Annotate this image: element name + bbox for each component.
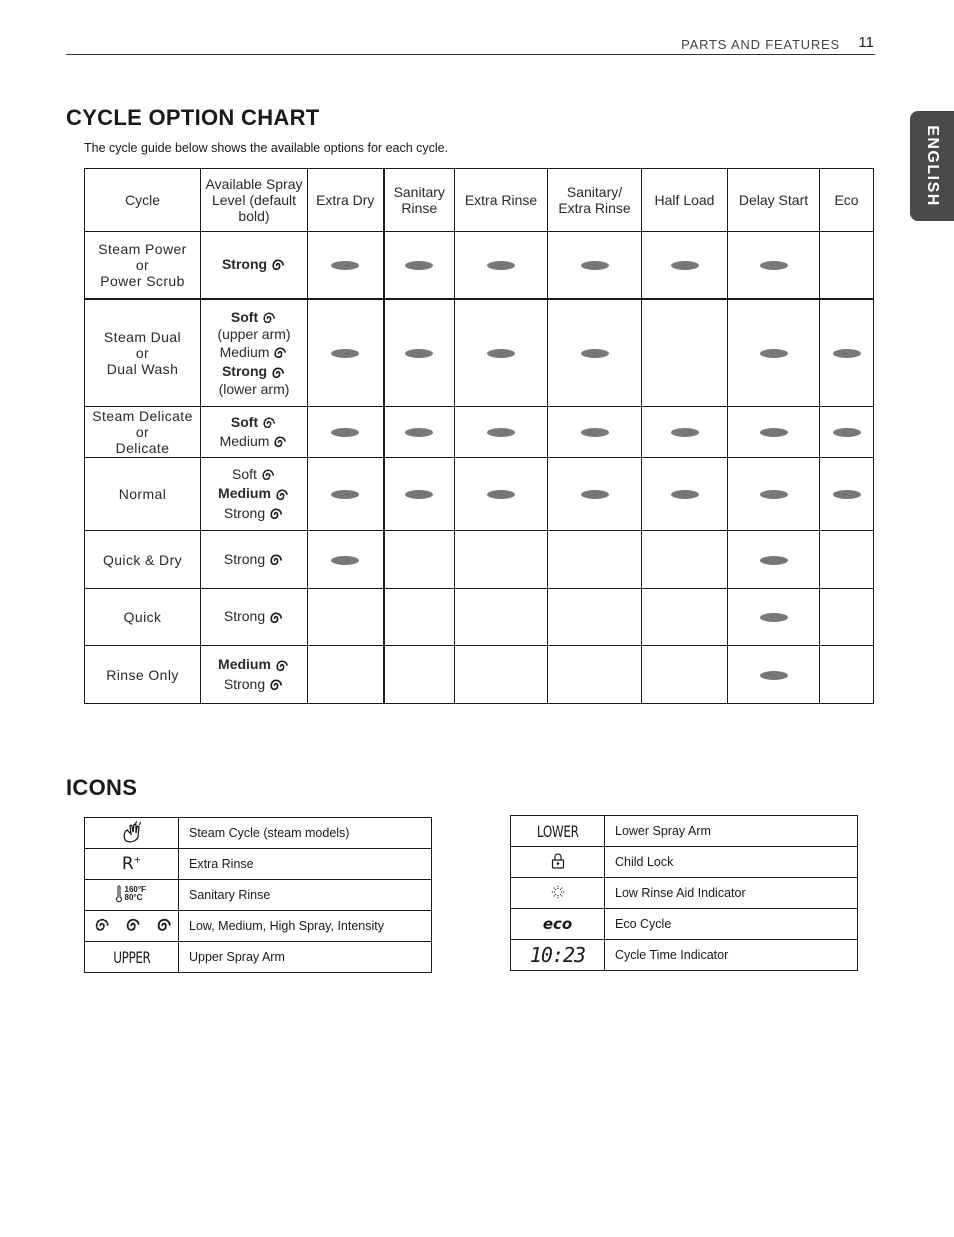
spray-level-text: Strong	[221, 363, 268, 380]
column-header: Cycle	[85, 169, 201, 232]
column-header: Delay Start	[728, 169, 820, 232]
option-cell	[308, 646, 384, 704]
cycle-name-line: Steam Delicate	[92, 408, 193, 424]
strong-spray-icon	[268, 506, 284, 522]
spray-level	[203, 485, 305, 502]
spray-level-text: Medium	[219, 344, 270, 361]
spray-level-text: Strong	[221, 256, 268, 273]
option-available-dot	[833, 490, 861, 499]
spray-level-cell	[201, 646, 308, 704]
icon-label: Extra Rinse	[179, 849, 432, 880]
column-header: Half Load	[642, 169, 728, 232]
option-cell	[642, 646, 728, 704]
spray-levels-icon	[90, 916, 173, 934]
icon-label: Lower Spray Arm	[605, 816, 858, 847]
language-tab-label: ENGLISH	[924, 125, 941, 207]
icon-row	[85, 880, 432, 911]
cycle-name-line: Rinse Only	[106, 666, 179, 683]
spray-level	[203, 309, 305, 342]
option-cell	[308, 458, 384, 531]
language-tab	[910, 111, 954, 221]
option-cell	[820, 299, 874, 407]
medium-spray-icon	[272, 345, 288, 361]
strong-spray-icon	[268, 552, 284, 568]
option-cell	[820, 531, 874, 589]
icon-cell	[85, 942, 179, 973]
option-cell	[455, 646, 548, 704]
cycle-name-cell	[85, 531, 201, 589]
icon-label: Eco Cycle	[605, 909, 858, 940]
cycle-name-line: Power Scrub	[100, 272, 185, 289]
option-cell	[384, 407, 455, 458]
spray-level-text: Strong	[223, 675, 266, 692]
plus-glyph: +	[133, 855, 142, 866]
column-header: Eco	[820, 169, 874, 232]
cycle-name-line: Quick & Dry	[102, 551, 183, 568]
strong-spray-icon	[155, 916, 173, 934]
option-cell	[548, 589, 642, 646]
icon-label: Upper Spray Arm	[179, 942, 432, 973]
icon-row	[511, 878, 858, 909]
cycle-name-line: Steam Power	[98, 240, 187, 257]
option-cell	[548, 299, 642, 407]
cycle-name-cell	[85, 589, 201, 646]
strong-spray-icon	[270, 365, 286, 381]
spray-level	[203, 256, 305, 273]
rinse-aid-icon	[549, 883, 567, 901]
icon-cell	[511, 878, 605, 909]
spray-level-note: (lower arm)	[218, 380, 290, 397]
option-cell	[308, 299, 384, 407]
cycle-name-line: Delicate	[115, 440, 170, 456]
cycle-name-cell	[85, 458, 201, 531]
table-row	[85, 407, 874, 458]
steam-icon	[121, 821, 143, 843]
option-available-dot	[671, 261, 699, 270]
icon-cell	[511, 940, 605, 971]
option-cell	[455, 531, 548, 589]
cycle-name-line: Normal	[118, 486, 167, 502]
option-cell	[455, 458, 548, 531]
spray-level	[203, 363, 305, 396]
option-available-dot	[760, 613, 788, 622]
spray-level-cell	[201, 458, 308, 531]
option-cell	[820, 407, 874, 458]
cycle-name-line: Quick	[123, 609, 162, 625]
icon-cell	[511, 816, 605, 847]
column-header: Sanitary/ Extra Rinse	[548, 169, 642, 232]
option-cell	[548, 407, 642, 458]
spray-level	[203, 344, 305, 361]
option-available-dot	[760, 671, 788, 680]
option-cell	[728, 589, 820, 646]
option-cell	[548, 458, 642, 531]
option-cell	[642, 407, 728, 458]
cycle-name-line: or	[135, 256, 150, 273]
icon-row	[511, 940, 858, 971]
option-cell	[642, 299, 728, 407]
spray-level	[203, 656, 305, 673]
table-row	[85, 531, 874, 589]
icon-cell	[511, 847, 605, 878]
option-cell	[455, 299, 548, 407]
strong-spray-icon	[268, 610, 284, 626]
option-available-dot	[760, 261, 788, 270]
extra-rinse-icon-text: R	[121, 854, 134, 874]
option-cell	[384, 299, 455, 407]
option-cell	[308, 589, 384, 646]
spray-level-cell	[201, 299, 308, 407]
icon-cell	[85, 849, 179, 880]
cycle-name-line: Dual Wash	[106, 360, 179, 377]
icon-row	[85, 911, 432, 942]
icon-label: Child Lock	[605, 847, 858, 878]
option-available-dot	[760, 490, 788, 499]
option-cell	[308, 531, 384, 589]
soft-spray-icon	[93, 916, 111, 934]
option-cell	[308, 232, 384, 299]
column-header: Extra Dry	[308, 169, 384, 232]
option-available-dot	[671, 490, 699, 499]
option-available-dot	[760, 556, 788, 565]
option-cell	[384, 646, 455, 704]
spray-level-note: (upper arm)	[217, 326, 291, 343]
table-header-row	[85, 169, 874, 232]
spray-level-text: Medium	[218, 656, 271, 673]
icon-label: Sanitary Rinse	[179, 880, 432, 911]
icon-cell	[85, 880, 179, 911]
cycle-name-cell	[85, 407, 201, 458]
option-available-dot	[671, 428, 699, 437]
spray-level	[203, 608, 305, 625]
icon-row	[511, 909, 858, 940]
spray-level-cell	[201, 232, 308, 299]
option-cell	[642, 531, 728, 589]
upper-arm-icon: UPPER	[112, 947, 151, 967]
option-cell	[548, 531, 642, 589]
spray-level-text: Strong	[223, 608, 266, 625]
chart-intro: The cycle guide below shows the available options for each cycle.	[84, 141, 449, 155]
icon-label: Steam Cycle (steam models)	[179, 818, 432, 849]
option-cell	[820, 589, 874, 646]
option-cell	[728, 458, 820, 531]
table-row	[85, 646, 874, 704]
option-cell	[548, 232, 642, 299]
spray-level-text: Soft	[230, 308, 259, 325]
cycle-name-line: or	[135, 424, 150, 440]
option-available-dot	[405, 349, 433, 358]
child-lock-icon	[549, 852, 567, 870]
cycle-name-line: or	[135, 344, 150, 361]
table-row	[85, 589, 874, 646]
icon-label: Low Rinse Aid Indicator	[605, 878, 858, 909]
spray-level-text: Medium	[219, 433, 270, 449]
option-available-dot	[760, 428, 788, 437]
lower-arm-icon: LOWER	[536, 821, 579, 841]
option-available-dot	[331, 261, 359, 270]
option-cell	[548, 646, 642, 704]
option-cell	[728, 646, 820, 704]
option-available-dot	[487, 428, 515, 437]
icon-cell	[85, 911, 179, 942]
spray-level-text: Medium	[218, 485, 271, 502]
option-cell	[308, 407, 384, 458]
option-available-dot	[405, 428, 433, 437]
option-cell	[642, 232, 728, 299]
option-cell	[820, 458, 874, 531]
table-row	[85, 299, 874, 407]
icons-table-right	[510, 815, 858, 971]
strong-spray-icon	[270, 257, 286, 273]
option-cell	[642, 458, 728, 531]
icon-row	[85, 818, 432, 849]
option-available-dot	[331, 428, 359, 437]
spray-level	[203, 414, 305, 431]
spray-level-text: Soft	[232, 466, 257, 483]
spray-level-text: Strong	[223, 504, 266, 521]
option-cell	[384, 458, 455, 531]
chart-title: CYCLE OPTION CHART	[66, 105, 320, 130]
column-header: Extra Rinse	[455, 169, 548, 232]
option-cell	[455, 407, 548, 458]
medium-spray-icon	[124, 916, 142, 934]
option-cell	[820, 232, 874, 299]
header-rule	[66, 54, 875, 55]
spray-level	[203, 433, 305, 450]
option-cell	[728, 232, 820, 299]
soft-spray-icon	[261, 415, 277, 431]
column-header: Sanitary Rinse	[384, 169, 455, 232]
soft-spray-icon	[261, 310, 277, 326]
option-available-dot	[487, 349, 515, 358]
option-available-dot	[581, 428, 609, 437]
table-row	[85, 458, 874, 531]
sanitary-temp-text: 160°F 80°C	[124, 884, 146, 902]
spray-level	[203, 466, 305, 483]
option-cell	[384, 232, 455, 299]
option-cell	[455, 589, 548, 646]
cycle-time-icon: 10:23	[529, 943, 586, 967]
cycle-name-line: Steam Dual	[103, 328, 182, 345]
cycle-name-cell	[85, 299, 201, 407]
spray-level-cell	[201, 531, 308, 589]
icon-cell	[85, 818, 179, 849]
icon-label: Cycle Time Indicator	[605, 940, 858, 971]
option-available-dot	[487, 261, 515, 270]
strong-spray-icon	[268, 677, 284, 693]
eco-icon: eco	[542, 915, 573, 933]
spray-level	[203, 676, 305, 693]
thermometer-icon	[115, 885, 123, 903]
medium-spray-icon	[272, 434, 288, 450]
option-available-dot	[405, 261, 433, 270]
option-available-dot	[760, 349, 788, 358]
option-available-dot	[405, 490, 433, 499]
option-cell	[728, 531, 820, 589]
icon-row	[85, 849, 432, 880]
medium-spray-icon	[274, 487, 290, 503]
option-cell	[728, 407, 820, 458]
option-available-dot	[581, 261, 609, 270]
option-available-dot	[833, 349, 861, 358]
section-label: PARTS AND FEATURES	[681, 37, 840, 52]
page-number: 11	[858, 34, 874, 51]
icons-table-left	[84, 817, 432, 973]
option-available-dot	[581, 349, 609, 358]
cycle-name-cell	[85, 232, 201, 299]
option-cell	[455, 232, 548, 299]
spray-level-text: Soft	[230, 413, 259, 430]
cycle-option-table	[84, 168, 874, 704]
column-header: Available Spray Level (default bold)	[201, 169, 308, 232]
option-cell	[820, 646, 874, 704]
icon-row	[85, 942, 432, 973]
option-available-dot	[331, 349, 359, 358]
medium-spray-icon	[274, 658, 290, 674]
option-cell	[384, 589, 455, 646]
spray-level-cell	[201, 589, 308, 646]
option-cell	[728, 299, 820, 407]
icon-row	[511, 847, 858, 878]
icons-title: ICONS	[66, 775, 138, 800]
icon-cell	[511, 909, 605, 940]
spray-level-text: Strong	[223, 550, 266, 567]
spray-level	[203, 505, 305, 522]
spray-level-cell	[201, 407, 308, 458]
icon-label: Low, Medium, High Spray, Intensity	[179, 911, 432, 942]
soft-spray-icon	[260, 467, 276, 483]
option-cell	[642, 589, 728, 646]
option-available-dot	[331, 556, 359, 565]
option-available-dot	[331, 490, 359, 499]
table-row	[85, 232, 874, 299]
icon-row	[511, 816, 858, 847]
option-available-dot	[487, 490, 515, 499]
option-cell	[384, 531, 455, 589]
sanitary-rinse-icon	[115, 885, 149, 903]
cycle-name-cell	[85, 646, 201, 704]
option-available-dot	[581, 490, 609, 499]
spray-level	[203, 551, 305, 568]
option-available-dot	[833, 428, 861, 437]
extra-rinse-icon	[122, 854, 141, 874]
